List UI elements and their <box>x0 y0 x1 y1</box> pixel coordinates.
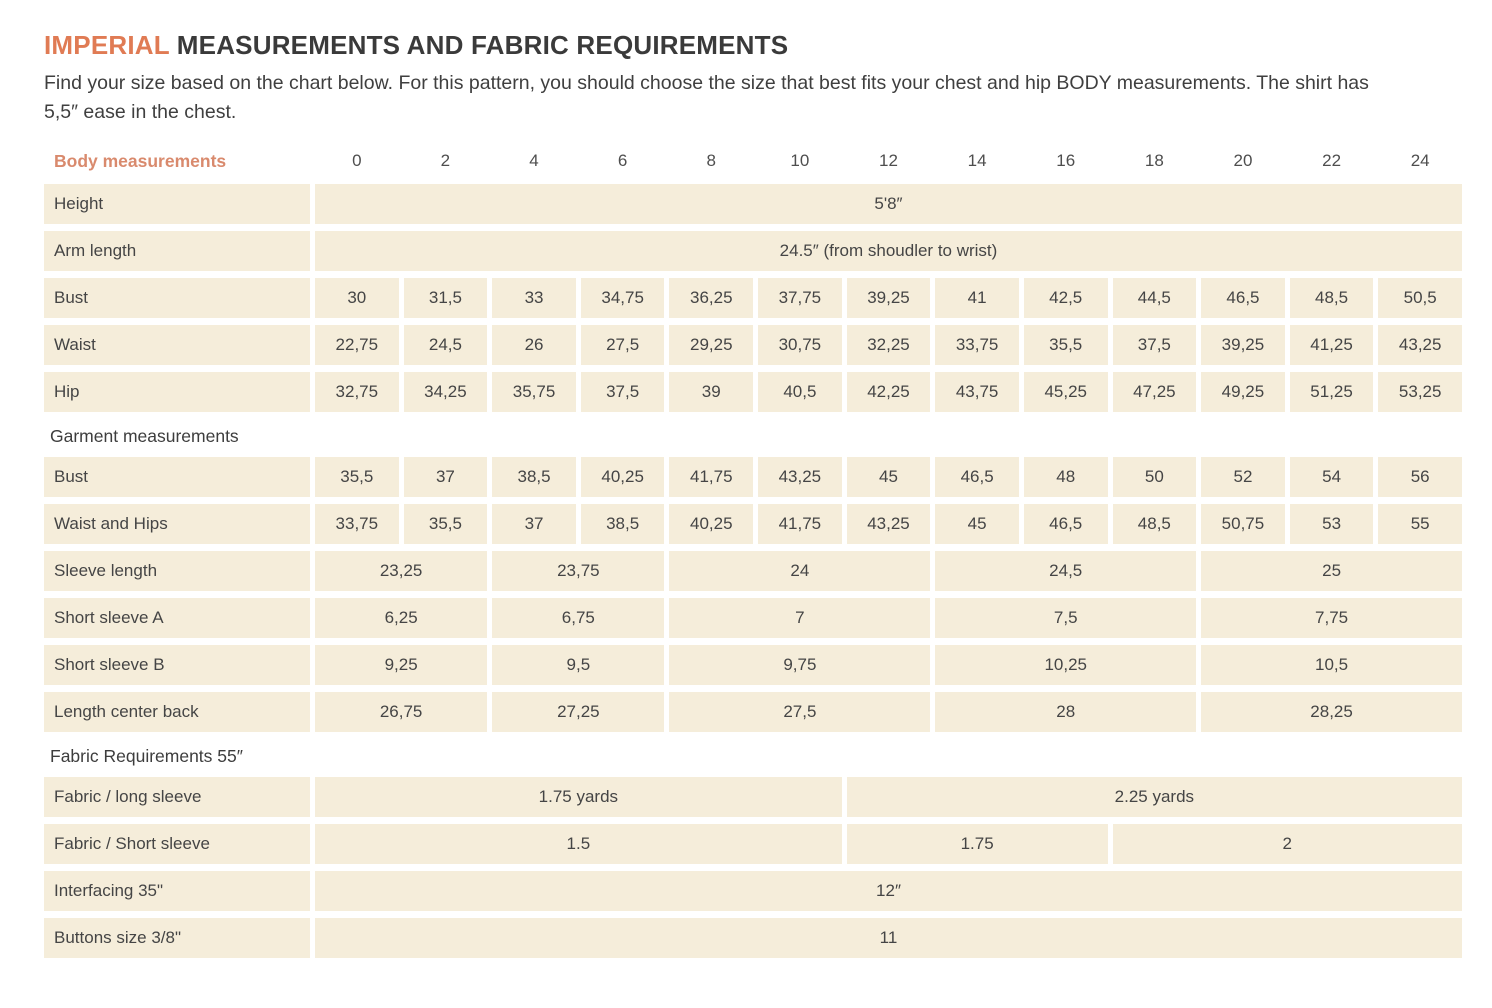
table-cell: 39,25 <box>847 278 931 318</box>
size-header-row <box>44 147 1462 175</box>
table-cell: 28,25 <box>1201 692 1462 732</box>
table-cell: 43,25 <box>1378 325 1462 365</box>
table-cell: 34,25 <box>404 372 488 412</box>
body-measurements-header: Body measurements <box>54 150 227 171</box>
table-cell: 52 <box>1201 457 1285 497</box>
table-cell: 32,25 <box>847 325 931 365</box>
table-cell: 6,75 <box>492 598 664 638</box>
table-cell: 33,75 <box>315 504 399 544</box>
table-cell: 9,25 <box>315 645 487 685</box>
page-title <box>44 30 1462 61</box>
table-cell: 47,25 <box>1113 372 1197 412</box>
table-cell: 37,75 <box>758 278 842 318</box>
size-column-header: 8 <box>706 151 716 170</box>
table-cell: 7 <box>669 598 930 638</box>
table-row <box>44 692 1462 732</box>
size-column-header: 22 <box>1322 151 1342 170</box>
table-cell: 12″ <box>315 871 1462 911</box>
table-cell: 24,5 <box>404 325 488 365</box>
table-cell: 31,5 <box>404 278 488 318</box>
table-row <box>44 231 1462 271</box>
table-cell: 29,25 <box>669 325 753 365</box>
table-cell: 41,75 <box>758 504 842 544</box>
size-column-header: 18 <box>1144 151 1164 170</box>
table-row <box>44 372 1462 412</box>
page-title-accent: IMPERIAL <box>44 30 170 60</box>
table-cell: 24 <box>669 551 930 591</box>
size-column-header: 0 <box>352 151 362 170</box>
table-cell: 53,25 <box>1378 372 1462 412</box>
table-cell: 26 <box>492 325 576 365</box>
row-label: Sleeve length <box>44 551 310 591</box>
row-label: Buttons size 3/8" <box>44 918 310 958</box>
section-label: Garment measurements <box>50 426 239 446</box>
table-cell: 27,5 <box>669 692 930 732</box>
table-cell: 37 <box>404 457 488 497</box>
section-label: Fabric Requirements 55″ <box>50 746 243 766</box>
size-table-body <box>44 184 1462 958</box>
table-cell: 24,5 <box>935 551 1196 591</box>
table-cell: 10,5 <box>1201 645 1462 685</box>
page-subtitle: Find your size based on the chart below. For this pattern, you should choose the size that best fits your chest and hip BODY measurements. The shirt has 5,5″ ease in the chest. <box>44 72 1369 123</box>
table-cell: 45,25 <box>1024 372 1108 412</box>
table-cell: 43,25 <box>758 457 842 497</box>
table-cell: 56 <box>1378 457 1462 497</box>
row-label: Arm length <box>44 231 310 271</box>
size-column-header: 12 <box>879 151 898 170</box>
table-cell: 10,25 <box>935 645 1196 685</box>
table-cell: 22,75 <box>315 325 399 365</box>
table-cell: 46,5 <box>1201 278 1285 318</box>
row-label: Short sleeve A <box>44 598 310 638</box>
table-cell: 24.5″ (from shoudler to wrist) <box>315 231 1462 271</box>
table-cell: 33 <box>492 278 576 318</box>
row-label: Short sleeve B <box>44 645 310 685</box>
table-row <box>44 457 1462 497</box>
table-cell: 36,25 <box>669 278 753 318</box>
table-cell: 40,25 <box>669 504 753 544</box>
table-cell: 1.5 <box>315 824 842 864</box>
size-column-header: 16 <box>1056 151 1076 170</box>
size-column-header: 20 <box>1233 151 1253 170</box>
table-cell: 41,25 <box>1290 325 1374 365</box>
row-label: Hip <box>44 372 310 412</box>
table-cell: 37 <box>492 504 576 544</box>
row-label: Fabric / Short sleeve <box>44 824 310 864</box>
row-label: Bust <box>44 457 310 497</box>
table-row <box>44 777 1462 817</box>
table-row <box>44 184 1462 224</box>
table-cell: 49,25 <box>1201 372 1285 412</box>
table-cell: 50,75 <box>1201 504 1285 544</box>
table-cell: 32,75 <box>315 372 399 412</box>
table-cell: 11 <box>315 918 1462 958</box>
size-column-header: 6 <box>617 151 628 170</box>
table-cell: 2.25 yards <box>847 777 1462 817</box>
table-cell: 37,5 <box>581 372 665 412</box>
table-cell: 53 <box>1290 504 1374 544</box>
row-label: Fabric / long sleeve <box>44 777 310 817</box>
table-cell: 44,5 <box>1113 278 1197 318</box>
row-label: Waist <box>44 325 310 365</box>
table-cell: 46,5 <box>935 457 1019 497</box>
table-cell: 50 <box>1113 457 1197 497</box>
table-row <box>44 551 1462 591</box>
table-cell: 1.75 <box>847 824 1108 864</box>
table-cell: 50,5 <box>1378 278 1462 318</box>
table-cell: 41,75 <box>669 457 753 497</box>
table-cell: 39,25 <box>1201 325 1285 365</box>
table-cell: 9,5 <box>492 645 664 685</box>
table-cell: 35,5 <box>404 504 488 544</box>
row-label: Height <box>44 184 310 224</box>
table-row <box>44 824 1462 864</box>
table-cell: 27,25 <box>492 692 664 732</box>
table-cell: 26,75 <box>315 692 487 732</box>
table-cell: 38,5 <box>581 504 665 544</box>
table-cell: 35,5 <box>1024 325 1108 365</box>
table-row <box>44 645 1462 685</box>
table-cell: 48,5 <box>1290 278 1374 318</box>
table-cell: 35,75 <box>492 372 576 412</box>
row-label: Waist and Hips <box>44 504 310 544</box>
size-column-header: 14 <box>967 151 987 170</box>
size-column-header: 2 <box>440 151 451 170</box>
table-cell: 43,75 <box>935 372 1019 412</box>
size-table <box>44 147 1462 958</box>
table-cell: 27,5 <box>581 325 665 365</box>
row-label: Interfacing 35" <box>44 871 310 911</box>
table-cell: 40,5 <box>758 372 842 412</box>
table-row <box>44 871 1462 911</box>
table-cell: 34,75 <box>581 278 665 318</box>
table-cell: 33,75 <box>935 325 1019 365</box>
table-row <box>44 278 1462 318</box>
table-row <box>44 918 1462 958</box>
table-cell: 37,5 <box>1113 325 1197 365</box>
table-cell: 35,5 <box>315 457 399 497</box>
page-title-rest: MEASUREMENTS AND FABRIC REQUIREMENTS <box>176 30 789 60</box>
table-cell: 7,75 <box>1201 598 1462 638</box>
table-cell: 55 <box>1378 504 1462 544</box>
size-column-header: 4 <box>529 151 539 170</box>
table-cell: 30 <box>315 278 399 318</box>
table-cell: 39 <box>669 372 753 412</box>
table-cell: 46,5 <box>1024 504 1108 544</box>
table-cell: 1.75 yards <box>315 777 842 817</box>
row-label: Length center back <box>44 692 310 732</box>
table-cell: 40,25 <box>581 457 665 497</box>
table-cell: 25 <box>1201 551 1462 591</box>
table-cell: 6,25 <box>315 598 487 638</box>
table-cell: 48,5 <box>1113 504 1197 544</box>
table-cell: 5'8″ <box>315 184 1462 224</box>
table-row <box>44 598 1462 638</box>
table-row <box>44 325 1462 365</box>
table-cell: 51,25 <box>1290 372 1374 412</box>
table-cell: 41 <box>935 278 1019 318</box>
table-cell: 54 <box>1290 457 1374 497</box>
table-row <box>44 504 1462 544</box>
table-cell: 38,5 <box>492 457 576 497</box>
table-cell: 42,25 <box>847 372 931 412</box>
table-cell: 28 <box>935 692 1196 732</box>
size-column-header: 10 <box>790 151 810 170</box>
table-cell: 9,75 <box>669 645 930 685</box>
table-cell: 7,5 <box>935 598 1196 638</box>
table-cell: 23,75 <box>492 551 664 591</box>
table-cell: 48 <box>1024 457 1108 497</box>
table-cell: 23,25 <box>315 551 487 591</box>
table-cell: 43,25 <box>847 504 931 544</box>
table-cell: 30,75 <box>758 325 842 365</box>
size-column-header: 24 <box>1410 151 1430 170</box>
table-cell: 2 <box>1113 824 1462 864</box>
table-cell: 45 <box>935 504 1019 544</box>
table-cell: 45 <box>847 457 931 497</box>
row-label: Bust <box>44 278 310 318</box>
table-cell: 42,5 <box>1024 278 1108 318</box>
